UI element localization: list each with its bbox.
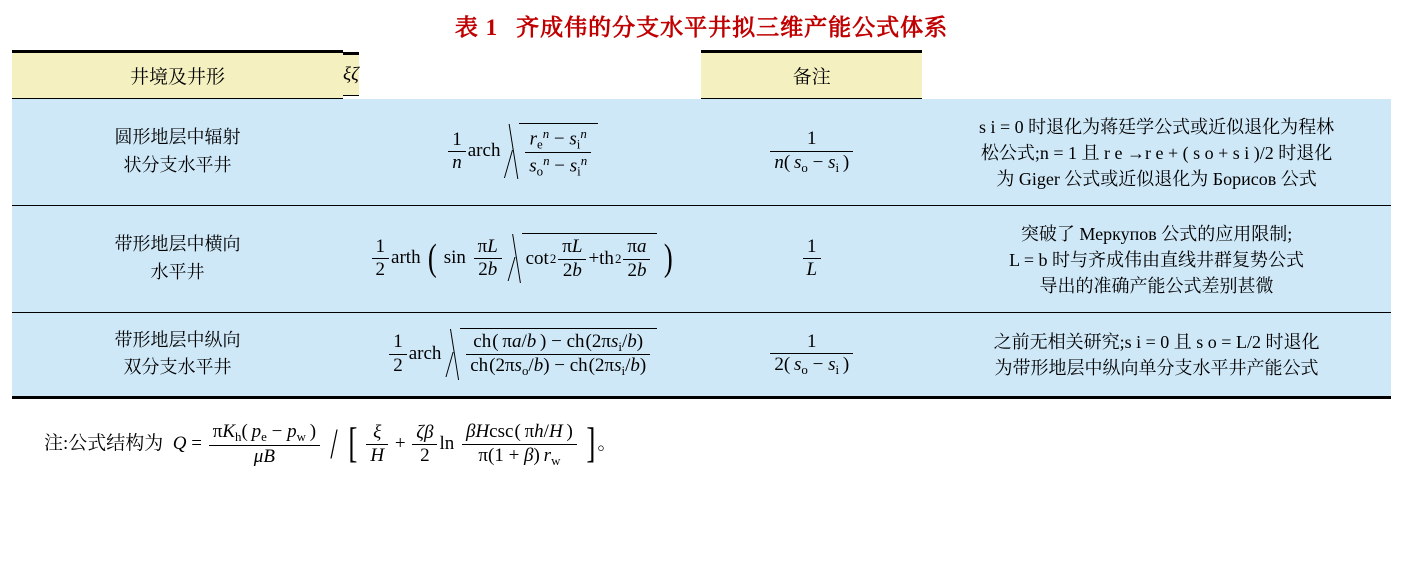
formula-zeta-2: $\frac{1}{L}$ [801,236,824,282]
cell-well-2 [12,205,343,312]
note-line-2: L = b 时与齐成伟由直线井群复势公式 [1009,249,1305,270]
table-title-text: 齐成伟的分支水平井拟三维产能公式体系 [516,15,949,40]
table-header-row [12,52,1391,99]
well-line-1: 带形地层中纵向 [114,329,241,350]
cell-zeta-2 [701,205,922,312]
table-row [12,99,1391,206]
formula-zeta-1: $\frac{1}{n( s_o - s_i )}$ [768,128,855,175]
cell-note-3 [922,312,1391,398]
cell-xi-3 [343,312,702,398]
note-line-2: 为带形地层中纵向单分支水平井产能公式 [994,358,1319,379]
table-row [12,205,1391,312]
formula-xi-3: $\frac{1}{2}$ arch $\frac{ch( \pi a/b ) - ch(2\pi s_i/b)}{ch(2\pi s_o/b) - ch(2\pi s_i/b)}$ [387,328,657,381]
cell-xi-2 [343,205,702,312]
well-line-2: 双分支水平井 [123,357,232,378]
cell-well-3 [12,312,343,398]
column-header-zeta: ζ [351,52,359,96]
note-line-1: s i = 0 时退化为蒋廷学公式或近似退化为程林 [978,116,1335,137]
cell-note-1 [922,99,1391,206]
formula-zeta-3: $\frac{1}{2( s_o - s_i )}$ [768,331,855,378]
page-title [0,0,1403,50]
well-line-2: 水平井 [150,261,205,282]
well-line-1: 圆形地层中辐射 [114,126,241,147]
formula-xi-1: $\frac{1}{n}$ arch $\frac{r_e^n - s_i^n}{s_o^n - s_i^n}$ [446,123,598,181]
note-line-3: 导出的准确产能公式差别甚微 [1039,275,1274,296]
note-line-3: 为 Giger 公式或近似退化为 Борисов 公式 [996,168,1317,189]
table-footnote [44,421,1403,468]
cell-zeta-1 [701,99,922,206]
table-row [12,312,1391,398]
cell-well-1 [12,99,343,206]
formula-xi-2: $\frac{1}{2}$ arth ( sin $\frac{\pi L}{2b}$ cot 2 $\frac{\pi L}{2b}$ + th 2 $\frac{\pi a}{2b}$ ) [370,233,675,284]
table-body [12,99,1391,398]
cell-note-2 [922,205,1391,312]
column-header-xi: ξ [343,52,351,96]
table-head [12,52,1391,99]
well-line-2: 状分支水平井 [123,154,232,175]
column-header-note: 备注 [701,52,922,99]
note-line-1: 突破了 Меркупов 公式的应用限制; [1020,223,1293,244]
note-line-2: 松公式;n = 1 且 r e →r e + ( s o + s i )/2 时退化 [980,142,1333,163]
cell-zeta-3 [701,312,922,398]
table-number: 表 1 [454,15,499,40]
column-header-well: 井境及井形 [12,52,343,99]
well-line-1: 带形地层中横向 [114,233,241,254]
cell-xi-1 [343,99,702,206]
formula-table [12,50,1391,399]
footnote-label: 注:公式结构为 [44,433,164,455]
note-line-1: 之前无相关研究;s i = 0 且 s o = L/2 时退化 [993,332,1320,353]
footnote-formula: Q = $\frac{\pi K_h( p_e - p_w )}{\mu B}$ / [ $\frac{\xi}{H}$ + $\frac{\zeta\beta}{2}$ ln $\frac{\beta Hcsc( \pi h/H )}{\pi(1 + \beta) r_w}$ ] 。 [172,420,617,469]
